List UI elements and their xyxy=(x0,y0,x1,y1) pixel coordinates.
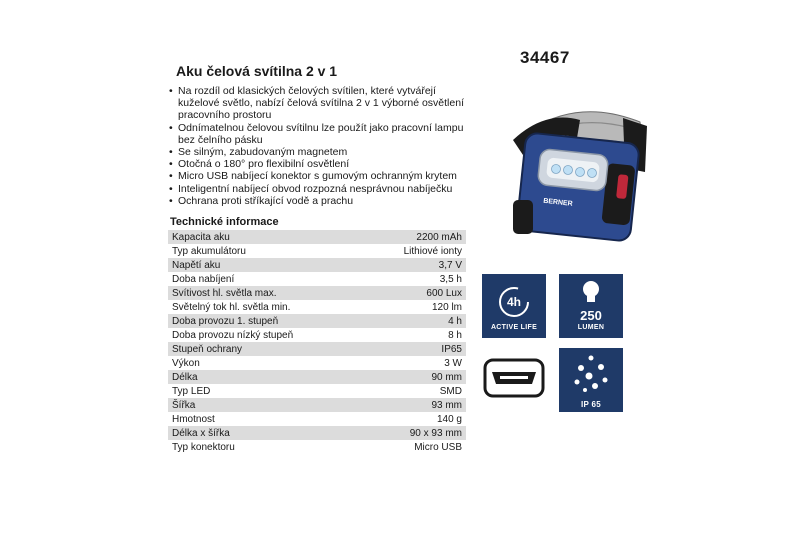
spec-value: 140 g xyxy=(365,412,466,426)
active-life-value: 4h xyxy=(506,295,521,309)
micro-usb-badge xyxy=(482,356,546,400)
spec-label: Svítivost hl. světla max. xyxy=(168,286,365,300)
spec-label: Doba nabíjení xyxy=(168,272,365,286)
spec-label: Stupeň ochrany xyxy=(168,342,365,356)
spec-value: 4 h xyxy=(365,314,466,328)
bulb-icon xyxy=(559,276,623,306)
spec-row xyxy=(168,272,466,286)
product-title: Aku čelová svítilna 2 v 1 xyxy=(176,63,338,79)
active-life-label: ACTIVE LIFE xyxy=(490,324,538,331)
spec-label: Napětí aku xyxy=(168,258,365,272)
spec-value: 3 W xyxy=(365,356,466,370)
brand-label: BERNER xyxy=(542,197,573,208)
spec-row xyxy=(168,426,466,440)
spec-value: 90 x 93 mm xyxy=(365,426,466,440)
spec-value: 3,5 h xyxy=(365,272,466,286)
spec-value: 93 mm xyxy=(365,398,466,412)
spec-value: IP65 xyxy=(365,342,466,356)
spec-value: 600 Lux xyxy=(365,286,466,300)
spec-label: Doba provozu nízký stupeň xyxy=(168,328,365,342)
lumen-badge xyxy=(559,274,623,338)
feature-item: • Se silným, zabudovaným magnetem xyxy=(168,146,478,158)
feature-item: • Micro USB nabíjecí konektor s gumovým ochranným krytem xyxy=(168,170,478,182)
micro-usb-icon xyxy=(482,356,546,400)
spec-label: Doba provozu 1. stupeň xyxy=(168,314,365,328)
feature-item: • Ochrana proti stříkající vodě a prachu xyxy=(168,195,478,207)
spec-value: Lithiové ionty xyxy=(365,244,466,258)
feature-list xyxy=(168,85,478,207)
spec-row xyxy=(168,384,466,398)
feature-item: • Otočná o 180° pro flexibilní osvětlení xyxy=(168,158,478,170)
spec-label: Typ LED xyxy=(168,384,365,398)
spec-row xyxy=(168,342,466,356)
spec-row xyxy=(168,300,466,314)
lumen-label: LUMEN xyxy=(577,324,605,331)
spec-label: Výkon xyxy=(168,356,365,370)
spec-label: Typ akumulátoru xyxy=(168,244,365,258)
ip65-badge xyxy=(559,348,623,412)
spec-label: Délka xyxy=(168,370,365,384)
spec-row xyxy=(168,314,466,328)
spec-value: SMD xyxy=(365,384,466,398)
spec-label: Světelný tok hl. světla min. xyxy=(168,300,365,314)
spec-value: 3,7 V xyxy=(365,258,466,272)
spec-value: 120 lm xyxy=(365,300,466,314)
spec-label: Šířka xyxy=(168,398,365,412)
spec-row xyxy=(168,258,466,272)
spec-label: Typ konektoru xyxy=(168,440,365,454)
spec-value: 90 mm xyxy=(365,370,466,384)
spec-value: Micro USB xyxy=(365,440,466,454)
spec-row xyxy=(168,398,466,412)
spec-row xyxy=(168,412,466,426)
spec-value: 8 h xyxy=(365,328,466,342)
active-life-badge xyxy=(482,274,546,338)
spec-row xyxy=(168,370,466,384)
spec-row xyxy=(168,440,466,454)
ip-label: IP 65 xyxy=(580,400,602,409)
headlamp-image xyxy=(505,100,650,250)
feature-item: • Odnímatelnou čelovou svítilnu lze použít jako pracovní lampu bez čelního pásku xyxy=(168,122,478,146)
spec-table xyxy=(168,230,466,454)
feature-item: • Na rozdíl od klasických čelových svítilen, které vytvářejí kuželové světlo, nabízí čelová svítilna 2 v 1 výborné osvětlení pracovního prostoru xyxy=(168,85,478,122)
spec-row xyxy=(168,286,466,300)
spec-label: Hmotnost xyxy=(168,412,365,426)
spec-row xyxy=(168,244,466,258)
spec-row xyxy=(168,356,466,370)
feature-item: • Inteligentní nabíjecí obvod rozpozná nesprávnou nabíječku xyxy=(168,183,478,195)
spec-row xyxy=(168,328,466,342)
spec-value: 2200 mAh xyxy=(365,230,466,244)
spec-label: Kapacita aku xyxy=(168,230,365,244)
lumen-value: 250 xyxy=(580,308,602,323)
spec-row xyxy=(168,230,466,244)
tech-info-heading: Technické informace xyxy=(170,216,279,228)
water-drops-icon xyxy=(559,350,623,398)
article-number: 34467 xyxy=(520,48,570,67)
spec-label: Délka x šířka xyxy=(168,426,365,440)
